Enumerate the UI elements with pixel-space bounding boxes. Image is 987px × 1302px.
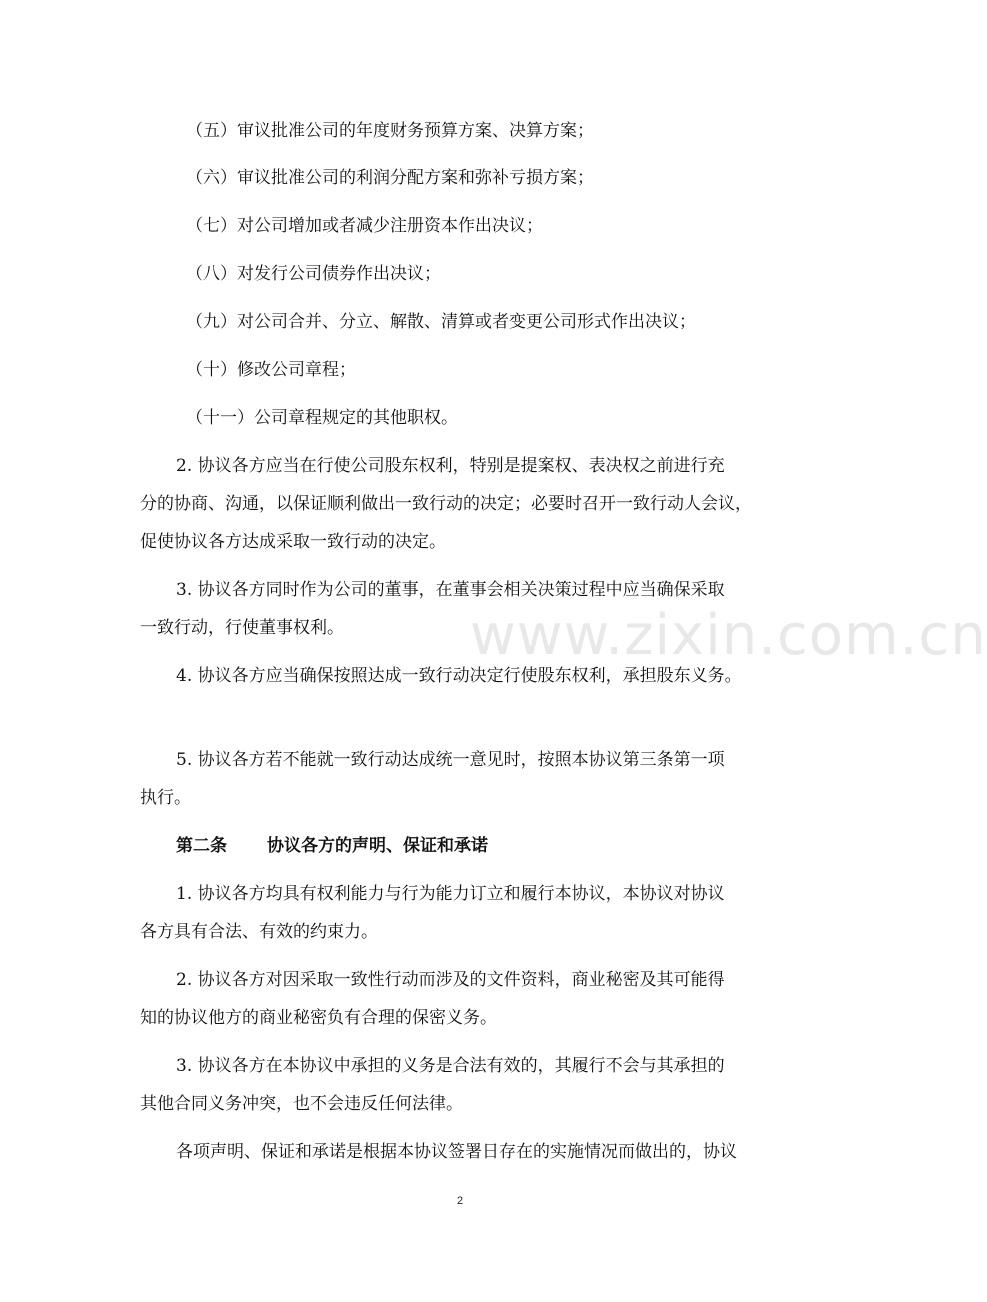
section-heading bbox=[176, 836, 488, 856]
paragraph-line: 4. 协议各方应当确保按照达成一致行动决定行使股东权利，承担股东义务。 bbox=[176, 666, 742, 686]
watermark: www.zixin.com.cn bbox=[470, 603, 987, 668]
clause-line-5: （五）审议批准公司的年度财务预算方案、决算方案； bbox=[186, 121, 594, 141]
clause-line-8: （八）对发行公司债券作出决议； bbox=[186, 264, 441, 284]
paragraph-line: 2. 协议各方对因采取一致性行动而涉及的文件资料，商业秘密及其可能得 bbox=[176, 970, 725, 990]
paragraph-line: 5. 协议各方若不能就一致行动达成统一意见时，按照本协议第三条第一项 bbox=[176, 750, 725, 770]
page-number: 2 bbox=[456, 1195, 464, 1207]
paragraph-line: 各项声明、保证和承诺是根据本协议签署日存在的实施情况而做出的，协议 bbox=[176, 1142, 737, 1162]
clause-line-11: （十一）公司章程规定的其他职权。 bbox=[186, 408, 458, 428]
paragraph-line: 分的协商、沟通，以保证顺利做出一致行动的决定；必要时召开一致行动人会议， bbox=[140, 494, 752, 514]
section-title: 协议各方的声明、保证和承诺 bbox=[267, 836, 488, 856]
paragraph-line: 促使协议各方达成采取一致行动的决定。 bbox=[140, 532, 446, 552]
paragraph-line: 1. 协议各方均具有权利能力与行为能力订立和履行本协议，本协议对协议 bbox=[176, 884, 725, 904]
clause-line-9: （九）对公司合并、分立、解散、清算或者变更公司形式作出决议； bbox=[186, 312, 696, 332]
paragraph-line: 其他合同义务冲突，也不会违反任何法律。 bbox=[140, 1094, 463, 1114]
clause-line-10: （十）修改公司章程； bbox=[186, 360, 356, 380]
paragraph-line: 2. 协议各方应当在行使公司股东权利，特别是提案权、表决权之前进行充 bbox=[176, 456, 725, 476]
paragraph-line: 3. 协议各方在本协议中承担的义务是合法有效的，其履行不会与其承担的 bbox=[176, 1056, 725, 1076]
paragraph-line: 3. 协议各方同时作为公司的董事，在董事会相关决策过程中应当确保采取 bbox=[176, 580, 725, 600]
clause-line-7: （七）对公司增加或者减少注册资本作出决议； bbox=[186, 216, 543, 236]
paragraph-line: 一致行动，行使董事权利。 bbox=[140, 618, 344, 638]
paragraph-line: 知的协议他方的商业秘密负有合理的保密义务。 bbox=[140, 1008, 497, 1028]
section-number: 第二条 bbox=[176, 836, 227, 856]
clause-line-6: （六）审议批准公司的利润分配方案和弥补亏损方案； bbox=[186, 168, 594, 188]
paragraph-line: 执行。 bbox=[140, 788, 191, 808]
paragraph-line: 各方具有合法、有效的约束力。 bbox=[140, 922, 378, 942]
